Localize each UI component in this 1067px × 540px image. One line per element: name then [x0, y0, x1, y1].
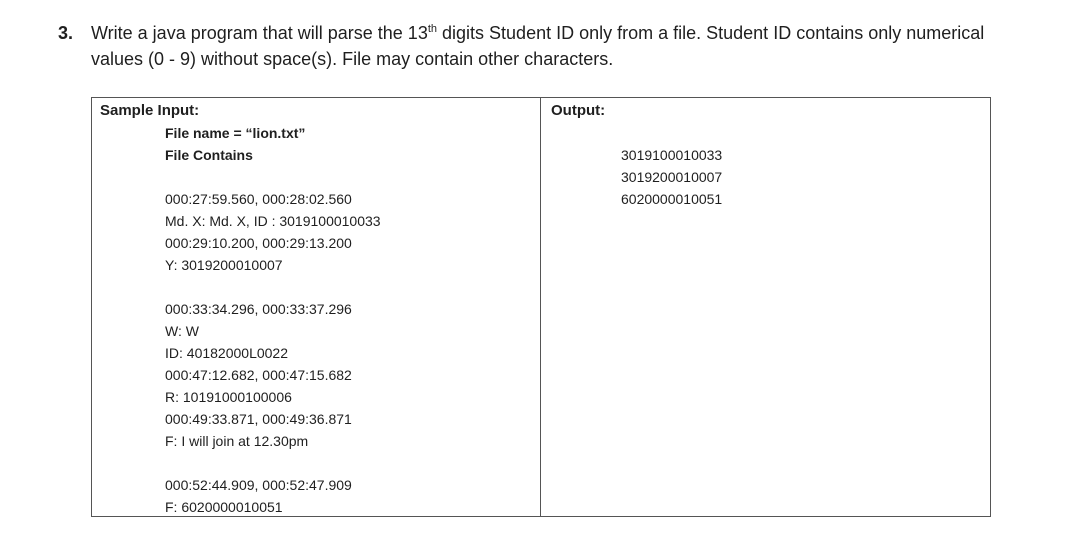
sample-input-header: Sample Input:	[100, 102, 200, 119]
file-content-line: 000:27:59.560, 000:28:02.560	[165, 191, 352, 207]
file-contains-label: File Contains	[165, 147, 253, 163]
column-divider	[540, 98, 541, 516]
output-header: Output:	[551, 102, 606, 119]
file-content-line: 000:49:33.871, 000:49:36.871	[165, 411, 352, 427]
file-content-line: F: I will join at 12.30pm	[165, 433, 309, 449]
output-line: 6020000010051	[621, 191, 723, 207]
file-content-line: 000:29:10.200, 000:29:13.200	[165, 235, 352, 251]
sample-io-table	[91, 97, 991, 517]
file-content-line: F: 6020000010051	[165, 499, 283, 515]
file-content-line: Y: 3019200010007	[165, 257, 283, 273]
file-content-line: ID: 40182000L0022	[165, 345, 288, 361]
file-content-line: 000:52:44.909, 000:52:47.909	[165, 477, 352, 493]
file-content-line: 000:47:12.682, 000:47:15.682	[165, 367, 352, 383]
question-text-part-1: Write a java program that will parse the 13	[91, 23, 428, 43]
file-content-line: 000:33:34.296, 000:33:37.296	[165, 301, 352, 317]
question-number: 3.	[58, 23, 74, 43]
question-text-part-2: digits Student ID only from a file. Student ID contains only numerical values (0 - 9) without space(s). File may contain other characters.	[91, 23, 985, 69]
output-line: 3019100010033	[621, 147, 723, 163]
output-line: 3019200010007	[621, 169, 723, 185]
file-content-line: R: 10191000100006	[165, 389, 292, 405]
question-superscript: th	[427, 23, 438, 35]
file-content-line: Md. X: Md. X, ID : 3019100010033	[165, 213, 381, 229]
file-content-line: W: W	[165, 323, 199, 339]
file-name-line: File name = “lion.txt”	[165, 125, 306, 141]
question-text	[91, 20, 1041, 72]
